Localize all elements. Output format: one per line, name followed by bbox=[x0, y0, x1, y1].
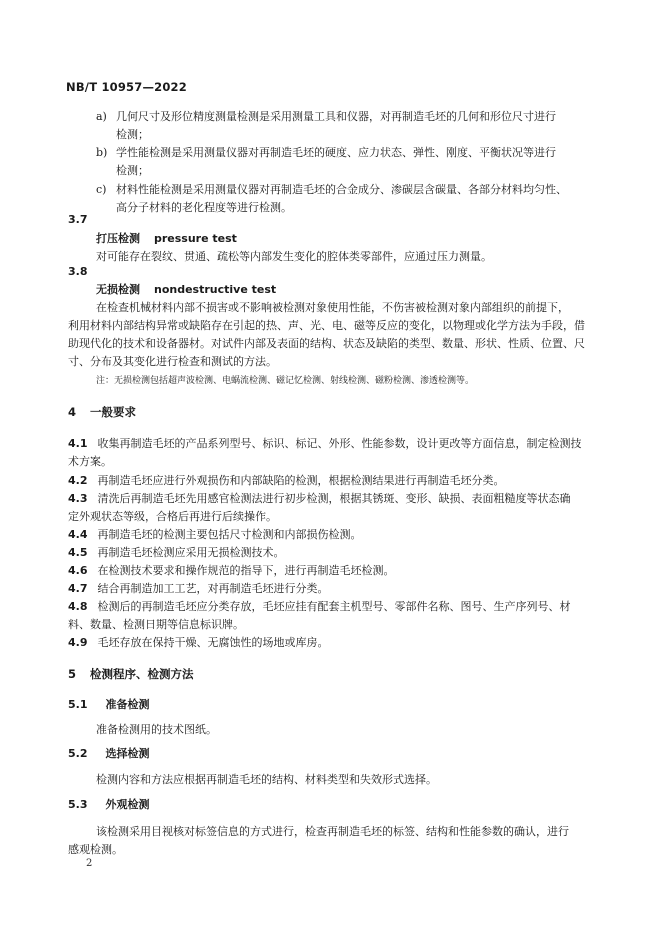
list-item-a-line-1: 几何尺寸及形位精度测量检测是采用测量工具和仪器，对再制造毛坯的几何和形位尺寸进行 bbox=[116, 110, 556, 123]
subsection-number: 5.3 bbox=[68, 798, 88, 811]
subsection-5-2-text: 检测内容和方法应根据再制造毛坯的结构、材料类型和失效形式选择。 bbox=[96, 773, 437, 786]
term-nondestructive-test bbox=[96, 282, 276, 298]
list-item-c-line-2: 高分子材料的老化程度等进行检测。 bbox=[116, 201, 292, 214]
item-number: 4.4 bbox=[68, 528, 88, 541]
list-item-b-line-1: 学性能检测是采用测量仪器对再制造毛坯的硬度、应力状态、弹性、刚度、平衡状况等进行 bbox=[116, 146, 556, 159]
item-number: 4.9 bbox=[68, 636, 88, 649]
standard-number-header: NB/T 10957—2022 bbox=[66, 80, 187, 94]
term-cn: 无损检测 bbox=[96, 283, 140, 296]
definition-3-8-line-2: 利用材料内部结构异常或缺陷存在引起的热、声、光、电、磁等反应的变化，以物理或化学方法为手段，借 bbox=[68, 319, 585, 332]
section-heading-4 bbox=[68, 404, 136, 420]
item-number: 4.7 bbox=[68, 582, 88, 595]
subsection-title: 外观检测 bbox=[105, 798, 150, 811]
item-number: 4.3 bbox=[68, 492, 88, 505]
clause-number-3-8: 3.8 bbox=[68, 265, 88, 278]
item-4-7: 4.7 结合再制造加工工艺，对再制造毛坯进行分类。 bbox=[68, 582, 329, 595]
item-4-8-line-1: 4.8 检测后的再制造毛坯应分类存放，毛坯应挂有配套主机型号、零部件名称、图号、生产序列号、材 bbox=[68, 600, 571, 613]
clause-number-3-7: 3.7 bbox=[68, 213, 88, 226]
item-4-3-line-1: 4.3 清洗后再制造毛坯先用感官检测法进行初步检测，根据其锈斑、变形、缺损、表面粗糙度等状态确 bbox=[68, 492, 571, 505]
item-4-4: 4.4 再制造毛坯的检测主要包括尺寸检测和内部损伤检测。 bbox=[68, 528, 362, 541]
subsection-title: 选择检测 bbox=[105, 747, 150, 760]
definition-3-7: 对可能存在裂纹、贯通、疏松等内部发生变化的腔体类零部件，应通过压力测量。 bbox=[96, 250, 492, 263]
section-number: 4 bbox=[68, 405, 77, 419]
definition-3-8-line-3: 助现代化的技术和设备器材。对试件内部及表面的结构、状态及缺陷的类型、数量、形状、性质、位置、尺 bbox=[68, 337, 585, 350]
list-marker-b: b) bbox=[96, 146, 108, 159]
item-4-5: 4.5 再制造毛坯检测应采用无损检测技术。 bbox=[68, 546, 285, 559]
subsection-number: 5.2 bbox=[68, 747, 88, 760]
subsection-heading-5-1 bbox=[68, 697, 150, 713]
subsection-number: 5.1 bbox=[68, 698, 88, 711]
item-4-6: 4.6 在检测技术要求和操作规范的指导下，进行再制造毛坯检测。 bbox=[68, 564, 395, 577]
item-number: 4.5 bbox=[68, 546, 88, 559]
definition-3-8-line-4: 寸、分布及其变化进行检查和测试的方法。 bbox=[68, 355, 277, 368]
term-pressure-test bbox=[96, 231, 237, 247]
list-marker-a: a) bbox=[96, 110, 107, 123]
item-number: 4.8 bbox=[68, 600, 88, 613]
section-number: 5 bbox=[68, 667, 77, 681]
term-en: nondestructive test bbox=[154, 283, 277, 296]
subsection-5-3-line-2: 感观检测。 bbox=[68, 843, 123, 856]
section-title: 一般要求 bbox=[90, 405, 137, 419]
section-heading-5 bbox=[68, 666, 194, 682]
item-4-8-line-2: 料、数量、检测日期等信息标识牌。 bbox=[68, 618, 244, 631]
item-4-3-line-2: 定外观状态等级，合格后再进行后续操作。 bbox=[68, 510, 277, 523]
term-cn: 打压检测 bbox=[96, 232, 140, 245]
list-item-a-line-2: 检测； bbox=[116, 128, 149, 141]
note-3-8: 注：无损检测包括超声波检测、电蜗流检测、磁记忆检测、射线检测、磁粉检测、渗透检测等。 bbox=[96, 376, 475, 386]
page-number: 2 bbox=[86, 858, 93, 869]
item-4-9: 4.9 毛坯存放在保持干燥、无腐蚀性的场地或库房。 bbox=[68, 636, 329, 649]
item-number: 4.1 bbox=[68, 437, 88, 450]
subsection-5-1-text: 准备检测用的技术图纸。 bbox=[96, 723, 217, 736]
item-number: 4.2 bbox=[68, 474, 88, 487]
item-4-1-line-2: 术方案。 bbox=[68, 455, 112, 468]
subsection-heading-5-2 bbox=[68, 746, 150, 762]
section-title: 检测程序、检测方法 bbox=[90, 667, 194, 681]
definition-3-8-line-1: 在检查机械材料内部不损害或不影响被检测对象使用性能，不伤害被检测对象内部组织的前提下， bbox=[96, 301, 569, 314]
subsection-5-3-line-1: 该检测采用目视核对标签信息的方式进行，检查再制造毛坯的标签、结构和性能参数的确认，进行 bbox=[96, 825, 569, 838]
subsection-title: 准备检测 bbox=[105, 698, 150, 711]
item-4-2: 4.2 再制造毛坯应进行外观损伤和内部缺陷的检测，根据检测结果进行再制造毛坯分类。 bbox=[68, 474, 505, 487]
item-4-1-line-1: 4.1 收集再制造毛坯的产品系列型号、标识、标记、外形、性能参数，设计更改等方面信息，制定检测技 bbox=[68, 437, 582, 450]
item-number: 4.6 bbox=[68, 564, 88, 577]
list-marker-c: c) bbox=[96, 183, 107, 196]
list-item-c-line-1: 材料性能检测是采用测量仪器对再制造毛坯的合金成分、渗碳层含碳量、各部分材料均匀性、 bbox=[116, 183, 567, 196]
term-en: pressure test bbox=[154, 232, 237, 245]
list-item-b-line-2: 检测； bbox=[116, 164, 149, 177]
subsection-heading-5-3 bbox=[68, 797, 150, 813]
